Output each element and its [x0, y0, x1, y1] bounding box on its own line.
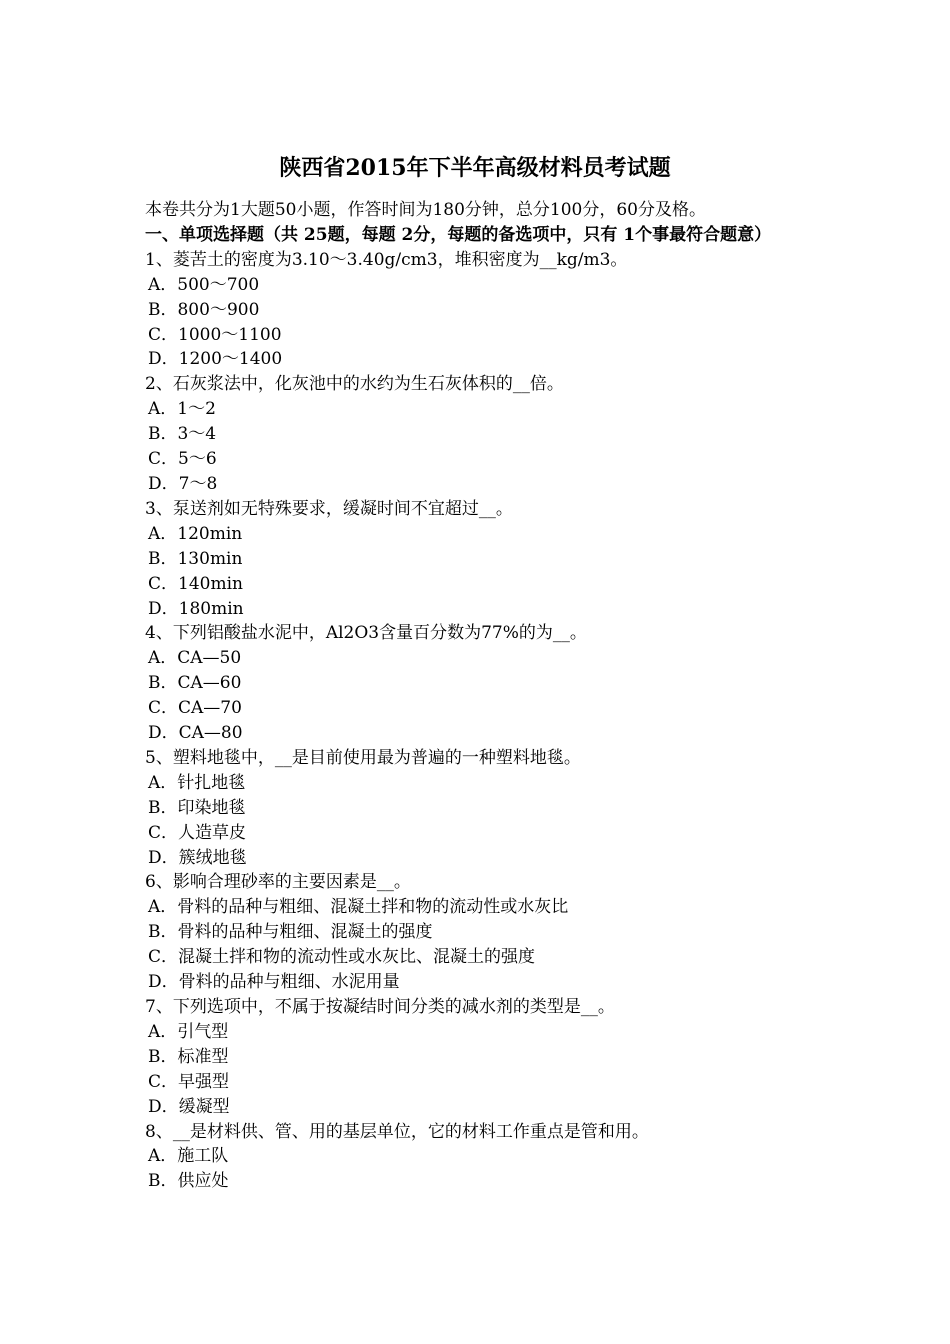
- question-option: A．1～2: [148, 399, 216, 420]
- question-stem: 1、菱苦土的密度为3.10～3.40g/cm3，堆积密度为__kg/m3。: [145, 249, 628, 270]
- intro-text: 本卷共分为1大题50小题，作答时间为180分钟，总分100分，60分及格。: [145, 200, 706, 220]
- question-option: B．130min: [148, 548, 243, 569]
- question-option: D．骨料的品种与粗细、水泥用量: [148, 972, 400, 993]
- question-option: A．500～700: [148, 274, 260, 295]
- question-option: B．印染地毯: [148, 797, 246, 818]
- question-3: [145, 497, 825, 622]
- question-stem: 8、__是材料供、管、用的基层单位，它的材料工作重点是管和用。: [145, 1121, 649, 1142]
- question-option: D．7～8: [148, 473, 218, 494]
- question-option: B．3～4: [148, 424, 217, 445]
- question-option: B．供应处: [148, 1171, 229, 1192]
- question-option: B．标准型: [148, 1046, 229, 1067]
- question-option: C．混凝土拌和物的流动性或水灰比、混凝土的强度: [148, 947, 536, 968]
- section-heading: 一、单项选择题（共 25题，每题 2分，每题的备选项中，只有 1个事最符合题意）: [145, 224, 772, 245]
- question-option: D．180min: [148, 598, 244, 619]
- question-option: A．引气型: [148, 1021, 229, 1042]
- question-option: C．1000～1100: [148, 324, 282, 345]
- question-6: [145, 870, 825, 995]
- question-option: D．簇绒地毯: [148, 847, 247, 868]
- question-7: [145, 995, 825, 1120]
- question-option: D．1200～1400: [148, 349, 283, 370]
- question-stem: 3、泵送剂如无特殊要求，缓凝时间不宜超过__。: [145, 498, 513, 519]
- question-option: B．800～900: [148, 299, 260, 320]
- question-1: [145, 248, 825, 373]
- question-option: B．CA—60: [148, 673, 242, 694]
- question-option: A．CA—50: [148, 648, 242, 669]
- question-option: C．CA—70: [148, 698, 242, 719]
- question-option: C．人造草皮: [148, 822, 247, 843]
- question-4: [145, 621, 825, 746]
- question-option: A．骨料的品种与粗细、混凝土拌和物的流动性或水灰比: [148, 897, 569, 918]
- question-stem: 7、下列选项中，不属于按凝结时间分类的减水剂的类型是__。: [145, 997, 615, 1017]
- question-option: A．施工队: [148, 1146, 229, 1167]
- question-stem: 5、塑料地毯中，__是目前使用最为普遍的一种塑料地毯。: [145, 747, 581, 768]
- question-option: C．早强型: [148, 1071, 230, 1092]
- question-option: D．缓凝型: [148, 1096, 230, 1117]
- question-option: C．140min: [148, 573, 243, 594]
- question-stem: 6、影响合理砂率的主要因素是__。: [145, 872, 411, 893]
- question-option: A．针扎地毯: [148, 772, 246, 793]
- question-stem: 2、石灰浆法中，化灰池中的水约为生石灰体积的__倍。: [145, 374, 564, 395]
- question-2: [145, 372, 825, 497]
- document-title: 陕西省2015年下半年高级材料员考试题: [279, 155, 671, 181]
- question-option: B．骨料的品种与粗细、混凝土的强度: [148, 922, 433, 943]
- question-option: C．5～6: [148, 449, 217, 470]
- question-stem: 4、下列铝酸盐水泥中，Al2O3含量百分数为77%的为__。: [145, 623, 587, 644]
- question-5: [145, 746, 825, 871]
- question-list: [145, 248, 825, 1194]
- question-option: D．CA—80: [148, 723, 243, 744]
- question-option: A．120min: [148, 523, 243, 544]
- document-body: [145, 198, 825, 1194]
- question-8: [145, 1120, 825, 1195]
